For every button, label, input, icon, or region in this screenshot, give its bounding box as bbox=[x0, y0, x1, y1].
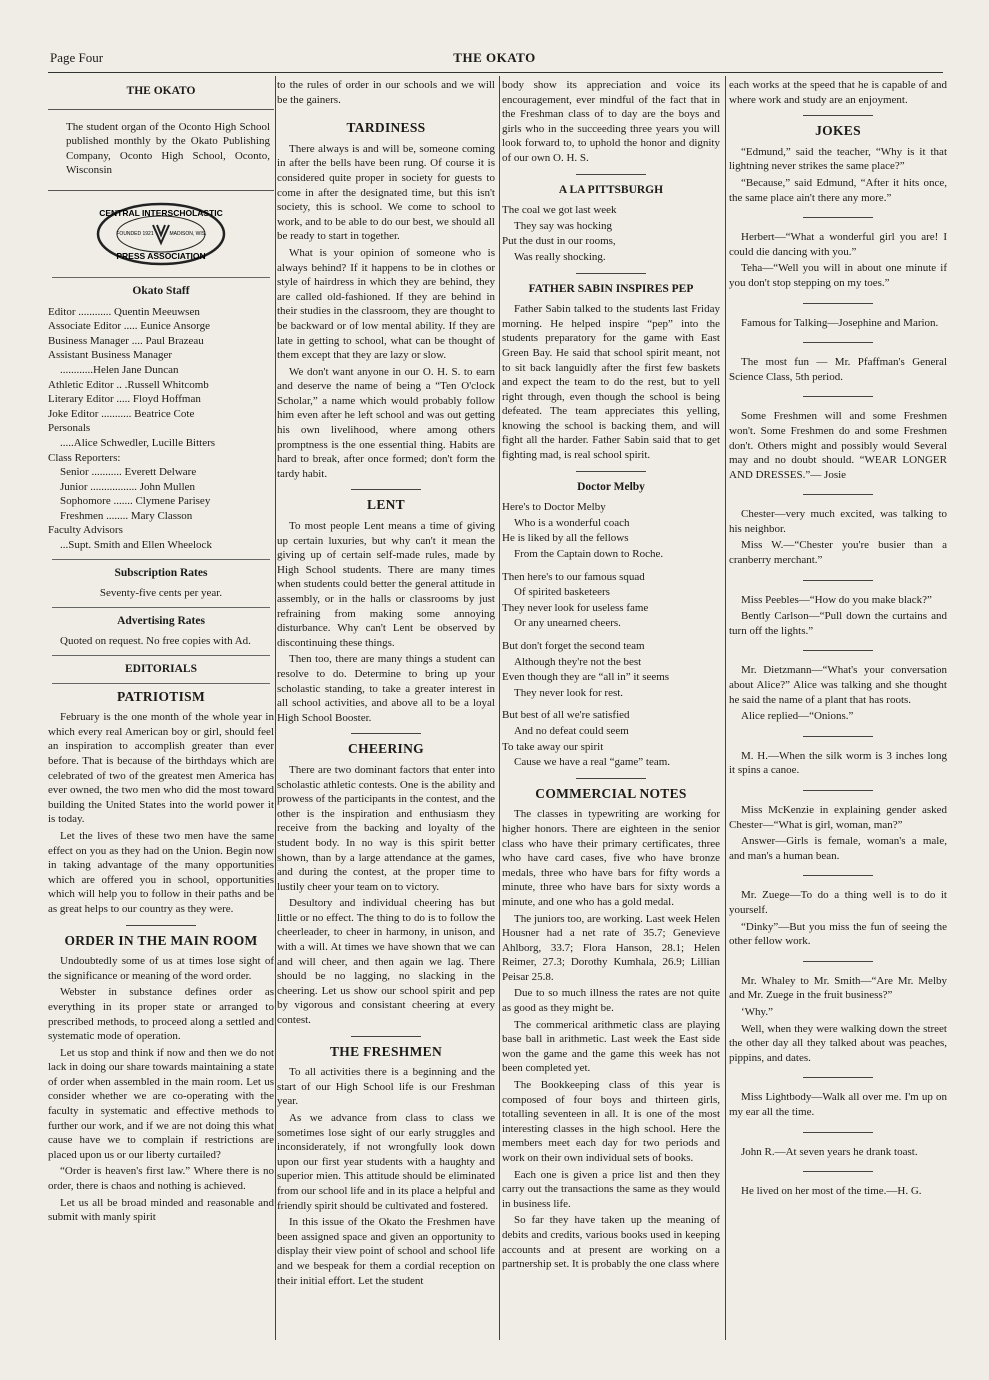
article-paragraph: As we advance from class to class we sometimes lose sight of our early struggles and inconsiderately, if not wrongfully look down upon our first year students with a haughty and superior mien. This attitude should be eliminated from our school life and in its place a helpful and friendly spirit should be cultivated and fostered. bbox=[277, 1112, 495, 1212]
poem-line: To take away our spirit bbox=[502, 740, 604, 753]
lent-title: LENT bbox=[367, 497, 405, 513]
column-4 bbox=[729, 78, 947, 1340]
joke-line: Miss Lightbody—Walk all over me. I'm up on my ear all the time. bbox=[729, 1091, 947, 1118]
staff-line: ...Supt. Smith and Ellen Wheelock bbox=[60, 539, 212, 552]
poem-line: Then here's to our famous squad bbox=[502, 570, 645, 583]
staff-line: Literary Editor ..... Floyd Hoffman bbox=[48, 393, 201, 406]
article-paragraph: The commerical arithmetic class are playing base ball in arithmetic. Last week the East side won the game and the game this week has not been completed yet. bbox=[502, 1018, 720, 1075]
press-association-seal-icon bbox=[95, 201, 227, 267]
divider bbox=[351, 1036, 421, 1037]
subscription-text: Seventy-five cents per year. bbox=[99, 587, 223, 600]
poem-line: Here's to Doctor Melby bbox=[502, 501, 606, 514]
poem-line: But best of all we're satisfied bbox=[502, 709, 630, 722]
joke-line: ‘Why.” bbox=[741, 1005, 773, 1018]
staff-line: Associate Editor ..... Eunice Ansorge bbox=[48, 320, 211, 333]
joke-line: The most fun — Mr. Pfaffman's General Science Class, 5th period. bbox=[729, 356, 947, 383]
article-paragraph: Let the lives of these two men have the same effect on you as they had on the Union. Begin now in taking advantage of the many opportunities which are offered you in school, opportunities which will help you to follow in their paths and be as great helps to our country as they were. bbox=[48, 829, 274, 915]
joke-line: “Because,” said Edmund, “After it hits once, the same place ain't there any more.” bbox=[729, 176, 947, 204]
poem-line: Who is a wonderful coach bbox=[514, 516, 630, 529]
divider bbox=[576, 174, 646, 175]
divider bbox=[126, 925, 196, 926]
divider bbox=[803, 303, 873, 304]
poem-line: But don't forget the second team bbox=[502, 640, 645, 652]
joke-line: Mr. Zuege—To do a thing well is to do it yourself. bbox=[729, 889, 947, 916]
column-rule bbox=[499, 76, 500, 1340]
divider bbox=[803, 217, 873, 218]
seal-bottom-text: PRESS ASSOCIATION bbox=[116, 250, 206, 261]
editorials-title: EDITORIALS bbox=[124, 663, 197, 676]
commercial-title: COMMERCIAL NOTES bbox=[535, 785, 687, 801]
article-paragraph: Let us all be broad minded and reasonable and submit with manly spirit bbox=[48, 1196, 274, 1224]
joke bbox=[729, 316, 947, 331]
cheering-title: CHEERING bbox=[348, 741, 424, 757]
joke-line: M. H.—When the silk worm is 3 inches long it spins a canoe. bbox=[729, 749, 947, 777]
article-paragraph: So far they have taken up the meaning of debits and credits, various books used in keeping accounts and at present are working on a partnership set. It is probably the one class where bbox=[502, 1214, 720, 1271]
article-paragraph: February is the one month of the whole year in which every real American boy or girl, should feel an inspiration to accomplish greater than ever before. That is because of the birthdays which are celebrated of two of the greatest men America has ever owned, the two men who did the most toward building the United States into the world power it is today. bbox=[48, 711, 274, 826]
divider bbox=[351, 489, 421, 490]
divider bbox=[576, 778, 646, 779]
divider bbox=[576, 273, 646, 274]
divider bbox=[803, 396, 873, 397]
article-paragraph: Due to so much illness the rates are not quite as good as they might be. bbox=[502, 987, 720, 1015]
freshmen-article bbox=[277, 1065, 495, 1288]
column-3 bbox=[502, 78, 720, 1340]
divider bbox=[803, 961, 873, 962]
column-1 bbox=[48, 78, 274, 1340]
article-paragraph: Undoubtedly some of us at times lose sight of the significance or meaning of the word order. bbox=[48, 955, 274, 982]
staff-line: Faculty Advisors bbox=[48, 524, 123, 537]
divider bbox=[52, 655, 270, 656]
joke-line: Herbert—“What a wonderful girl you are! I could die dancing with you.” bbox=[729, 231, 947, 258]
poem-line: Even though they are “all in” it seems bbox=[502, 671, 670, 684]
poem-stanza bbox=[502, 639, 720, 700]
poem-line: They say was hocking bbox=[514, 219, 613, 232]
article-paragraph: The classes in typewriting are working for higher honors. There are eighteen in the senior class who have their primary certificates, three who have card cases, five who have bronze medals, three who have bars for fifty words a minute, three who have bars for sixty words a minute, and one who has a gold medal. bbox=[502, 808, 720, 908]
joke bbox=[729, 888, 947, 948]
seal-left-text: FOUNDED 1921 bbox=[116, 230, 154, 237]
joke bbox=[729, 507, 947, 567]
joke bbox=[729, 1184, 947, 1199]
jokes-title: JOKES bbox=[815, 123, 861, 139]
staff-line: Editor ............ Quentin Meeuwsen bbox=[48, 305, 200, 318]
poem-line: Although they're not the best bbox=[514, 655, 642, 668]
joke-line: Alice replied—“Onions.” bbox=[741, 710, 854, 723]
article-paragraph: Let us stop and think if now and then we do not lack in doing our share towards maintaining a state of order when assembled in the main room. Let us consider whether we are co-operating with the faculty in systematic and effective methods to further our work, and if we are not doing this what cause have we to complain if restrictions are placed upon us or our liberty curtailed? bbox=[48, 1046, 274, 1161]
divider bbox=[803, 875, 873, 876]
continued-text: each works at the speed that he is capable of and where work and study are an enjoyment. bbox=[729, 79, 947, 106]
joke bbox=[729, 355, 947, 384]
sabin-article: Father Sabin talked to the students last Friday morning. He helped inspire “pep” into the students preparatory for the game with East Green Bay. He said that school spirit meant, not to sit back languidly after the first few baskets and expect the team to do the rest, but to yell right through, even though the school is being defeated. The team appreciates this yelling, knowing the school is backing them, and will fight all the harder. Father Sabin said that to get fighting mad, is real school spirit. bbox=[502, 303, 720, 462]
staff-list bbox=[48, 305, 274, 553]
lent-article bbox=[277, 519, 495, 725]
poem-line: Or any unearned cheers. bbox=[514, 617, 621, 630]
staff-line: .....Alice Schwedler, Lucille Bitters bbox=[60, 436, 216, 449]
sabin-title: FATHER SABIN INSPIRES PEP bbox=[528, 282, 694, 295]
poem-stanza bbox=[502, 570, 720, 631]
article-paragraph: There always is and will be, someone coming in after the bells have been rung. Of course it is considered quite proper in society for guests to come in after the designated time, but this isn't society, this is school. We come to school to work, and to be able to do our best, we should all be ready to start in together. bbox=[277, 142, 495, 243]
divider bbox=[351, 733, 421, 734]
joke-line: Mr. Dietzmann—“What's your conversation about Alice?” Alice was talking and she thought he said the name of a plant that has roots. bbox=[729, 664, 947, 706]
commercial-article bbox=[502, 807, 720, 1271]
seal-top-text: CENTRAL INTERSCHOLASTIC bbox=[99, 207, 223, 218]
poem-line: Cause we have a real “game” team. bbox=[514, 756, 671, 769]
tardiness-article bbox=[277, 142, 495, 482]
joke bbox=[729, 663, 947, 723]
article-paragraph: Webster in substance defines order as everything in its proper state or arranged to prescribed methods, to proceed along a settled and systematic mode of operation. bbox=[48, 986, 274, 1043]
article-paragraph: Desultory and individual cheering has but little or no effect. The thing to do is to follow the cheerleader, to cheer in harmony, in unison, and with a will. At times we have shown that we can and will cheer, and then again we lag. There should be no lagging, no slacking in the cheering. Let us show our school spirit and pep by vigorous and consistant cheering at every contest. bbox=[277, 897, 495, 1027]
article-paragraph: In this issue of the Okato the Freshmen have been assigned space and given an opportunity to display their view point of school and school life and we bespeak for them a cordial reception on their initial effort. Let the student bbox=[277, 1216, 495, 1287]
masthead bbox=[50, 50, 939, 70]
joke-line: Famous for Talking—Josephine and Marion. bbox=[741, 316, 939, 329]
page-number: Page Four bbox=[50, 50, 104, 65]
poem-line: The coal we got last week bbox=[502, 204, 617, 217]
continued-text: body show its appreciation and voice its encouragement, ever mindful of the fact that in the Freshman class of to day are the boys and girls who in the succeeding three years you will look forward to, to uphold the honor and dignity of our own O. H. S. bbox=[502, 79, 720, 164]
divider bbox=[803, 1132, 873, 1133]
staff-line: Sophomore ....... Clymene Parisey bbox=[60, 495, 211, 508]
article-paragraph: To all activities there is a beginning and the start of our High School life is our Freshman year. bbox=[277, 1066, 495, 1108]
joke-line: He lived on her most of the time.—H. G. bbox=[741, 1185, 922, 1198]
divider bbox=[803, 342, 873, 343]
joke bbox=[729, 974, 947, 1066]
article-paragraph: To most people Lent means a time of giving up certain luxuries, but why can't it mean the giving up of certain self-made rules, made by High School students. There are many times when students could better the general attitude in assembly, or in the halls or classrooms by just refraining from making some annoying disturbance. Why can't Lent be observed by discontinuing these things. bbox=[277, 520, 495, 649]
subscription-title: Subscription Rates bbox=[114, 566, 208, 579]
joke bbox=[729, 230, 947, 290]
joke bbox=[729, 593, 947, 639]
okato-masthead-title: THE OKATO bbox=[126, 85, 196, 97]
joke-line: John R.—At seven years he drank toast. bbox=[741, 1145, 918, 1158]
poem-line: He is liked by all the fellows bbox=[502, 532, 629, 545]
staff-line: ............Helen Jane Duncan bbox=[60, 363, 179, 376]
joke-line: Mr. Whaley to Mr. Smith—“Are Mr. Melby and Mr. Zuege in the fruit business?” bbox=[729, 974, 947, 1002]
divider bbox=[803, 650, 873, 651]
poem-line: Was really shocking. bbox=[514, 250, 606, 263]
joke bbox=[729, 749, 947, 778]
divider bbox=[52, 607, 270, 608]
poem-stanza bbox=[502, 500, 720, 561]
joke-line: “Edmund,” said the teacher, “Why is it that lightning never strikes the same place?” bbox=[729, 145, 947, 173]
staff-line: Personals bbox=[48, 422, 91, 435]
continued-text: to the rules of order in our schools and we will be the gainers. bbox=[277, 79, 495, 106]
divider bbox=[803, 1077, 873, 1078]
joke-line: Miss McKenzie in explaining gender asked Chester—“What is girl, woman, man?” bbox=[729, 804, 947, 831]
staff-line: Business Manager .... Paul Brazeau bbox=[48, 334, 204, 347]
article-paragraph: Each one is given a price list and then they carry out the transactions the same as they would in business life. bbox=[502, 1168, 720, 1210]
staff-line: Athletic Editor .. .Russell Whitcomb bbox=[48, 378, 209, 391]
poem-line: Put the dust in our rooms, bbox=[502, 235, 616, 248]
article-paragraph: The juniors too, are working. Last week Helen Housner had a net rate of 35.7; Genevieve Ahlborg, 33.7; Flora Hanson, 28.1; Helen Reimer, 27.3; Dorothy Kumhala, 26.9; Lillian Peisar 25.8. bbox=[502, 912, 720, 983]
joke-line: Some Freshmen will and some Freshmen won't. Some Freshmen do and some Freshmen don't. Others might and possibly would Several may and no doubt should. “WEAR LONGER AND DRESSES.”— Josie bbox=[729, 410, 947, 481]
article-paragraph: Then too, there are many things a student can resolve to do. Determine to bring up your scholastic standing, to take a greater interest in all school activities, and above all to be a loyal High School Booster. bbox=[277, 653, 495, 724]
advertising-text: Quoted on request. No free copies with Ad. bbox=[60, 635, 251, 648]
staff-line: Junior ................. John Mullen bbox=[60, 480, 196, 493]
pittsburgh-poem bbox=[502, 203, 720, 264]
melby-title: Doctor Melby bbox=[577, 480, 645, 493]
poem-line: They never look for rest. bbox=[514, 686, 624, 699]
divider bbox=[803, 580, 873, 581]
order-title: ORDER IN THE MAIN ROOM bbox=[64, 932, 258, 948]
joke bbox=[729, 145, 947, 205]
staff-title: Okato Staff bbox=[132, 284, 190, 297]
patriotism-title: PATRIOTISM bbox=[116, 688, 205, 704]
staff-line: Class Reporters: bbox=[48, 451, 121, 464]
divider bbox=[52, 683, 270, 684]
poem-line: They never look for useless fame bbox=[502, 601, 649, 614]
divider bbox=[803, 790, 873, 791]
poem-line: From the Captain down to Roche. bbox=[514, 548, 664, 561]
okato-description: The student organ of the Oconto High School published monthly by the Okato Publishing Company, Oconto High School, Oconto, Wisconsin bbox=[66, 120, 270, 177]
joke-line: “Dinky”—But you miss the fun of seeing the other fellow work. bbox=[729, 920, 947, 948]
cheering-article bbox=[277, 763, 495, 1028]
divider bbox=[803, 494, 873, 495]
joke bbox=[729, 409, 947, 482]
joke-line: Teha—“Well you will in about one minute if you don't stop stepping on my toes.” bbox=[729, 262, 947, 289]
divider bbox=[803, 1171, 873, 1172]
jokes-list bbox=[729, 145, 947, 1199]
joke bbox=[729, 1145, 947, 1160]
advertising-title: Advertising Rates bbox=[117, 614, 205, 627]
order-article bbox=[48, 954, 274, 1225]
staff-line: Freshmen ........ Mary Classon bbox=[60, 509, 193, 522]
joke-line: Answer—Girls is female, woman's a male, and man's a human bean. bbox=[729, 835, 947, 862]
divider bbox=[803, 736, 873, 737]
joke-line: Bently Carlson—“Pull down the curtains and turn off the lights.” bbox=[729, 610, 947, 637]
column-2 bbox=[277, 78, 495, 1340]
joke bbox=[729, 803, 947, 863]
patriotism-article bbox=[48, 710, 274, 916]
staff-line: Senior ........... Everett Delware bbox=[60, 466, 197, 479]
article-paragraph: There are two dominant factors that enter into scholastic athletic contests. One is the ability and prowess of the participants in the contest, and the other is the inspiration and enthusiasm they receive from the backing and loyalty of the student body. In no way is this spirit better shown, than by a large attendance at the games, and during the contest, at the proper time to lustily cheer your team on to victory. bbox=[277, 763, 495, 893]
header-rule bbox=[48, 72, 943, 73]
paper-name: THE OKATO bbox=[453, 50, 536, 65]
divider bbox=[576, 471, 646, 472]
staff-line: Assistant Business Manager bbox=[48, 349, 173, 362]
pittsburgh-title: A LA PITTSBURGH bbox=[558, 183, 664, 196]
tardiness-title: TARDINESS bbox=[346, 120, 426, 136]
joke-line: Well, when they were walking down the street the other day all they talked about was peaches, pippins, and dates. bbox=[729, 1022, 947, 1064]
melby-poem bbox=[502, 500, 720, 770]
article-paragraph: The Bookkeeping class of this year is composed of four boys and thirteen girls, totalling seventeen in all. It is one of the most interesting classes in the high school. Here the members meet each day for two periods and work on their own individual sets of books. bbox=[502, 1079, 720, 1164]
seal-right-text: MADISON, WIS. bbox=[169, 230, 207, 237]
joke bbox=[729, 1090, 947, 1119]
joke-line: Chester—very much excited, was talking to his neighbor. bbox=[729, 508, 947, 535]
divider bbox=[803, 115, 873, 116]
article-paragraph: “Order is heaven's first law.” Where there is no order, there is chaos and nothing is achieved. bbox=[48, 1165, 274, 1193]
column-rule bbox=[725, 76, 726, 1340]
divider bbox=[52, 559, 270, 560]
article-paragraph: We don't want anyone in our O. H. S. to earn and deserve the name of being a “Ten O'clock Scholar,” a name which would probably follow him even after he left school and was out getting his own livelihood, where among others promptness is the one essential thing. Habits are hard to break, after once formed; don't form the tardy habit. bbox=[277, 365, 495, 480]
poem-line: Of spirited basketeers bbox=[514, 586, 610, 599]
divider bbox=[52, 277, 270, 278]
freshmen-title: THE FRESHMEN bbox=[330, 1043, 442, 1059]
okato-description-box bbox=[48, 109, 274, 191]
joke-line: Miss Peebles—“How do you make black?” bbox=[741, 593, 932, 606]
poem-stanza bbox=[502, 708, 720, 769]
staff-line: Joke Editor ........... Beatrice Cote bbox=[48, 407, 195, 420]
article-paragraph: What is your opinion of someone who is always behind? If it happens to be in clothes or style of hairdress in which they are behind, they are called old-fashioned. If they are behind in their studies in the classroom, they are thought to be backward or of low mental ability. If they are late in getting to school, what can be thought of them except that they are lazy or slow. bbox=[277, 246, 495, 362]
column-rule bbox=[275, 76, 276, 1340]
poem-line: And no defeat could seem bbox=[514, 724, 629, 737]
joke-line: Miss W.—“Chester you're busier than a cranberry merchant.” bbox=[729, 539, 947, 567]
